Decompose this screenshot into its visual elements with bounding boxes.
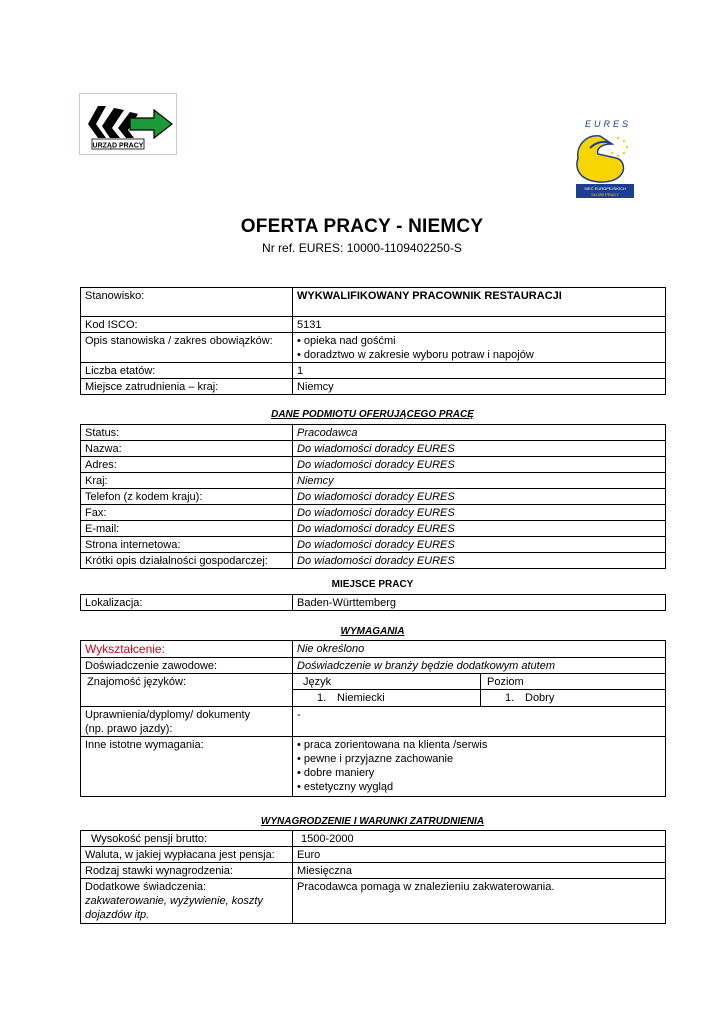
urzad-pracy-logo-icon — [80, 94, 176, 154]
employer-row-value: Niemcy — [293, 473, 666, 489]
employer-row-label: Telefon (z kodem kraju): — [81, 489, 293, 505]
level-entry — [481, 690, 666, 707]
employer-row-value: Do wiadomości doradcy EURES — [293, 521, 666, 537]
licenses-value: - — [293, 707, 666, 737]
languages-label-text: Znajomość języków: — [87, 676, 187, 688]
employer-table — [80, 424, 666, 569]
location-value: Baden-Württemberg — [293, 595, 666, 611]
benefits-label — [81, 879, 293, 924]
salary-table — [80, 830, 666, 924]
requirements-table — [80, 640, 666, 797]
requirements-heading: WYMAGANIA — [340, 626, 405, 637]
requirement-item: • pewne i przyjazne zachowanie — [297, 753, 454, 765]
position-value: WYKWALIFIKOWANY PRACOWNIK RESTAURACJI — [293, 288, 666, 317]
svg-text:URZĄD PRACY: URZĄD PRACY — [92, 142, 144, 150]
level-name: Dobry — [525, 692, 555, 704]
experience-label: Doświadczenie zawodowe: — [81, 658, 293, 674]
language-number: 1. — [317, 692, 327, 704]
benefits-label-examples: zakwaterowanie, wyżywienie, koszty dojazdów itp. — [85, 895, 263, 921]
employer-row-label: Fax: — [81, 505, 293, 521]
requirement-item: • dobre maniery — [297, 767, 375, 779]
language-name: Niemiecki — [337, 692, 385, 704]
duties-value — [293, 333, 666, 363]
employer-row-value: Do wiadomości doradcy EURES — [293, 441, 666, 457]
employer-row-label: Strona internetowa: — [81, 537, 293, 553]
employer-row-value: Do wiadomości doradcy EURES — [293, 537, 666, 553]
isco-label: Kod ISCO: — [81, 317, 293, 333]
eures-reference: Nr ref. EURES: 10000-1109402250-S — [262, 241, 462, 255]
gross-salary-label-text: Wysokość pensji brutto: — [91, 833, 208, 845]
employer-row-value: Do wiadomości doradcy EURES — [293, 489, 666, 505]
gross-salary-value — [293, 831, 666, 847]
level-column-header — [481, 674, 666, 690]
country-value: Niemcy — [293, 379, 666, 395]
other-requirements-label: Inne istotne wymagania: — [81, 737, 293, 797]
workplace-heading: MIEJSCE PRACY — [331, 579, 414, 590]
requirement-item: • estetyczny wygląd — [297, 781, 394, 793]
employer-row-value: Pracodawca — [293, 425, 666, 441]
urzad-pracy-logo — [79, 93, 177, 155]
benefits-label-title: Dodatkowe świadczenia: — [85, 881, 207, 893]
currency-label: Waluta, w jakiej wypłacana jest pensja: — [81, 847, 293, 863]
employer-row-value: Do wiadomości doradcy EURES — [293, 505, 666, 521]
employer-row-label: Kraj: — [81, 473, 293, 489]
experience-value: Doświadczenie w branży będzie dodatkowym atutem — [293, 658, 666, 674]
languages-label — [81, 674, 293, 707]
education-label: Wykształcenie: — [81, 641, 293, 658]
employer-row-value: Do wiadomości doradcy EURES — [293, 553, 666, 569]
employer-row-label: E-mail: — [81, 521, 293, 537]
svg-text:EURES: EURES — [584, 119, 632, 129]
level-number: 1. — [505, 692, 515, 704]
salary-heading: WYNAGRODZENIE I WARUNKI ZATRUDNIENIA — [260, 816, 485, 827]
duty-item: • doradztwo w zakresie wyboru potraw i napojów — [297, 349, 534, 361]
gross-salary-label — [81, 831, 293, 847]
workplace-table — [80, 594, 666, 611]
duties-label: Opis stanowiska / zakres obowiązków: — [81, 333, 293, 363]
employer-heading: DANE PODMIOTU OFERUJĄCEGO PRACĘ — [271, 409, 474, 420]
other-requirements-value — [293, 737, 666, 797]
job-details-table — [80, 287, 666, 395]
duty-item: • opieka nad gośćmi — [297, 335, 396, 347]
language-entry — [293, 690, 481, 707]
gross-salary-value-text: 1500-2000 — [301, 833, 354, 845]
country-label: Miejsce zatrudnienia – kraj: — [81, 379, 293, 395]
svg-text:SŁUŻB PRACY: SŁUŻB PRACY — [591, 192, 619, 197]
isco-value: 5131 — [293, 317, 666, 333]
licenses-label-line: (np. prawo jazdy): — [85, 723, 173, 735]
employer-row-value: Do wiadomości doradcy EURES — [293, 457, 666, 473]
eures-logo — [572, 118, 638, 200]
rate-label: Rodzaj stawki wynagrodzenia: — [81, 863, 293, 879]
employer-row-label: Krótki opis działalności gospodarczej: — [81, 553, 293, 569]
positions-count-value: 1 — [293, 363, 666, 379]
licenses-label — [81, 707, 293, 737]
svg-text:SIEĆ EUROPEJSKICH: SIEĆ EUROPEJSKICH — [584, 186, 626, 191]
page-title: OFERTA PRACY - NIEMCY — [240, 216, 484, 237]
rate-value: Miesięczna — [293, 863, 666, 879]
education-value: Nie określono — [293, 641, 666, 658]
benefits-value: Pracodawca pomaga w znalezieniu zakwaterowania. — [293, 879, 666, 924]
location-label: Lokalizacja: — [81, 595, 293, 611]
licenses-label-line: Uprawnienia/dyplomy/ dokumenty — [85, 709, 251, 721]
employer-row-label: Status: — [81, 425, 293, 441]
employer-row-label: Adres: — [81, 457, 293, 473]
employer-row-label: Nazwa: — [81, 441, 293, 457]
language-column-text: Język — [303, 676, 332, 688]
level-column-text: Poziom — [487, 676, 524, 688]
requirement-item: • praca zorientowana na klienta /serwis — [297, 739, 488, 751]
eures-logo-icon — [572, 118, 638, 200]
currency-value: Euro — [293, 847, 666, 863]
position-label: Stanowisko: — [81, 288, 293, 317]
positions-count-label: Liczba etatów: — [81, 363, 293, 379]
language-column-header — [293, 674, 481, 690]
